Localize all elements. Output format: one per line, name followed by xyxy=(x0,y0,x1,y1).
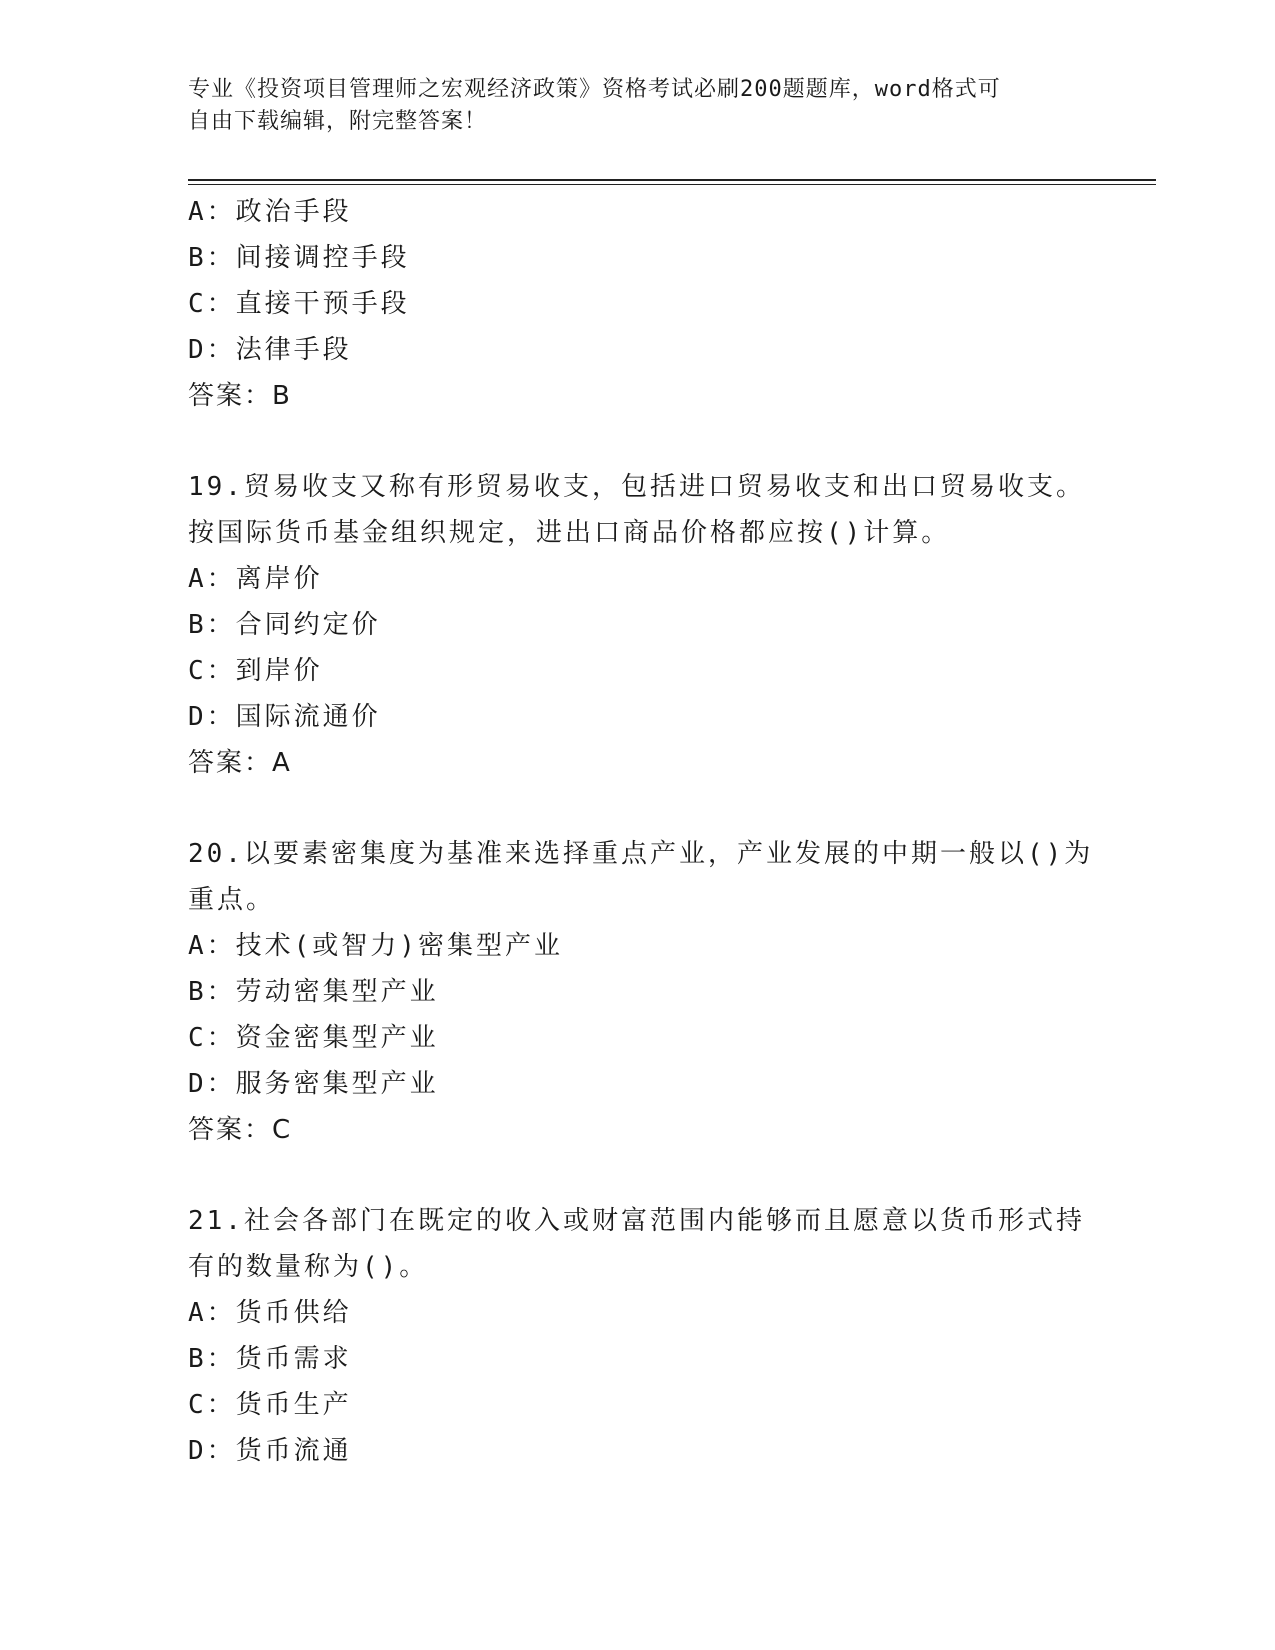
option-a: A：技术(或智力)密集型产业 xyxy=(188,931,563,961)
option-b: B：劳动密集型产业 xyxy=(188,977,439,1007)
question-text-line-1: 21.社会各部门在既定的收入或财富范围内能够而且愿意以货币形式持 xyxy=(188,1206,1085,1236)
question-text-line-2: 重点。 xyxy=(188,885,276,915)
header-line-2: 自由下载编辑，附完整答案！ xyxy=(188,109,488,134)
option-d: D：法律手段 xyxy=(188,335,352,365)
question-18 xyxy=(188,189,1088,419)
question-text-line-2: 按国际货币基金组织规定，进出口商品价格都应按()计算。 xyxy=(188,518,951,548)
option-d: D：国际流通价 xyxy=(188,702,381,732)
question-text-line-1: 20.以要素密集度为基准来选择重点产业，产业发展的中期一般以()为 xyxy=(188,839,1094,869)
question-20 xyxy=(188,831,1094,1153)
option-a: A：货币供给 xyxy=(188,1298,352,1328)
option-a: A：离岸价 xyxy=(188,564,323,594)
question-list xyxy=(188,189,1094,1474)
question-text-line-2: 有的数量称为()。 xyxy=(188,1252,429,1282)
option-b: B：合同约定价 xyxy=(188,610,381,640)
option-b: B：货币需求 xyxy=(188,1344,352,1374)
question-21 xyxy=(188,1198,1088,1474)
answer: 答案：B xyxy=(188,381,292,411)
option-c: C：资金密集型产业 xyxy=(188,1023,439,1053)
option-b: B：间接调控手段 xyxy=(188,243,410,273)
option-c: C：直接干预手段 xyxy=(188,289,410,319)
question-text-line-1: 19.贸易收支又称有形贸易收支，包括进口贸易收支和出口贸易收支。 xyxy=(188,472,1085,502)
option-d: D：服务密集型产业 xyxy=(188,1069,439,1099)
option-d: D：货币流通 xyxy=(188,1436,352,1466)
question-19 xyxy=(188,464,1088,786)
document-header xyxy=(188,74,1068,138)
header-line-1: 专业《投资项目管理师之宏观经济政策》资格考试必刷200题题库，word格式可 xyxy=(188,77,1001,102)
header-divider-thin xyxy=(188,184,1156,185)
header-divider-thick xyxy=(188,179,1156,181)
answer: 答案：C xyxy=(188,1115,293,1145)
option-c: C：货币生产 xyxy=(188,1390,352,1420)
option-a: A：政治手段 xyxy=(188,197,352,227)
option-c: C：到岸价 xyxy=(188,656,323,686)
answer: 答案：A xyxy=(188,748,292,778)
